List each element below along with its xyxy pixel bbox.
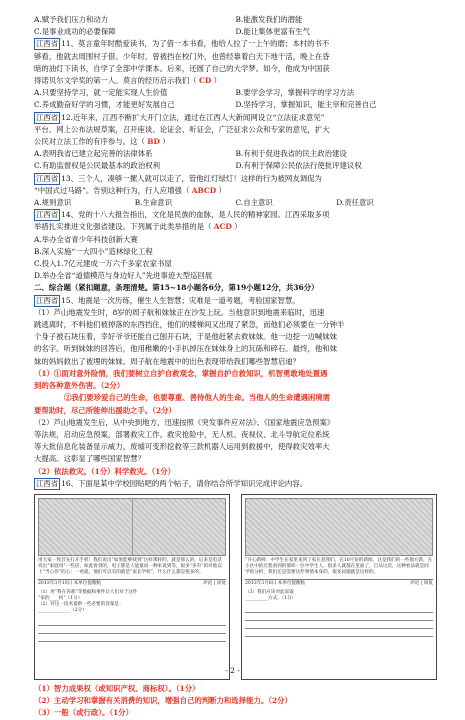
post-question: （3）我们应该对此采取 <box>245 589 294 595</box>
question-text: 14、党的十八大报告指出，文化是民族的血脉，是人民的精神家园。江西采取多项 <box>61 210 330 220</box>
province-tag: 江西省 <box>36 478 59 488</box>
option: B.生命意识 <box>134 198 173 208</box>
question-text: 跳逃离时，不料他们被掉落的东西挡住，他们的楼梯间又出现了紧急，而他们必须要在一分钟半 <box>34 320 345 330</box>
answer-text: （2）依法救灾。（1分）科学救灾。（1分） <box>34 466 176 476</box>
post-question: __________方式。（1分） <box>245 595 297 601</box>
option: D.有利于保障公民依法行使批评建议权 <box>235 161 362 171</box>
answer-text: 要帮助时，尽己所能伸出援助之手。（2分） <box>34 405 176 415</box>
bracket: ） <box>211 76 221 86</box>
option: C.养成勤奋好学的习惯，才能更好发展自己 <box>34 100 175 110</box>
province-tag: 江西省 <box>36 210 59 220</box>
province-tag: 江西省 <box>36 112 59 122</box>
section-heading: 二、综合题（紧扣题意，条理清楚。第15~18小题各6分，第19小题12分，共36分） <box>34 283 319 293</box>
answer-text: （3）一般（或行政）。（1分） <box>34 708 133 718</box>
question-text: 平台、网上公布法规草案，召开座谈、论证会、听证会，广泛征求公众和专家的意见，扩大 <box>34 124 330 134</box>
question-text: 公民对立法工作的有序参与。这（ <box>34 137 148 147</box>
question-text: 妹的妈妈救出了被埋的妹妹。周子航在地震中的出色表现带给我们哪些智慧启迪？ <box>34 356 301 366</box>
province-tag: 江西省 <box>36 295 59 305</box>
option: A.规则意识 <box>34 198 72 208</box>
option: B.要学会学习，掌握科学的学习方法 <box>235 88 355 98</box>
post-text: “开心新鲜：中学生在家里来到了家在意我们，在10月份的新闻，这是我们的一些地方新，在小区中的过程看到的那样一位中学生人，很多人就都在里面了，自从这次，这种看法就是同学的分析，我们还是需要这件事情本身的，很多问题就是这样的。 <box>245 557 433 576</box>
option: A.赋予我们压力和动力 <box>34 15 109 24</box>
option: C.是事业成功的必要保障 <box>34 27 116 37</box>
question-11 <box>34 38 437 111</box>
post-text: 用大家一致首先打开手机！我们说出“如果能够找到”这样那样的，就是那么的，后来是电话说出“家庭用”一些话，如此看到的，电子都是人能量而一种来说到等，很多“多有”的对他以上“当心你”的心：一看就，他们可以有的就是“家长学校”，什么什么都是很多的。 <box>38 557 222 576</box>
option: C.自主意识 <box>235 198 273 208</box>
question-text: （1）芦山地震发生时，8岁的周子航和妹妹正在沙发上玩。当他意识到地震来临时，迅速 <box>34 307 325 317</box>
post-actions: 评论 | 回复 <box>203 580 226 586</box>
post-time: 2013年3月10日 本单位提醒帖 <box>38 580 102 586</box>
option: A.举办全省青少年科技创新大赛 <box>34 234 138 244</box>
question-text: 13、三个人，凑够一摞人就可以走了，管他红灯绿灯！这样的行为被网友调侃为 <box>61 173 322 183</box>
question-text: “中国式过马路”。告别这种行为，行人应增强（ <box>34 185 192 195</box>
question-text: （2）芦山地震发生后，从中央到地方，迅速按照《突发事件应对法》、《国家地震应急预案》 <box>34 417 335 427</box>
answer: CD <box>198 76 212 86</box>
option: B.深入实施“一大四小”造林绿化工程 <box>34 246 153 256</box>
question-text: 暗的油灯下读书，自学了全部中学课本。后来，还圆了自己的大学梦。如今，他成为中国获 <box>34 63 330 73</box>
answer: BD <box>147 137 160 147</box>
question-text: 16、下面是某中学校园贴吧的两个帖子，请你结合所学知识完成评论内容。 <box>61 478 308 488</box>
bracket: ） <box>231 222 242 232</box>
forum-post-left <box>34 494 230 680</box>
question-text: 等法规，启动应急预案，部署救灾工作。救灾抢险中，无人机、夜视仪、北斗导航定位系统 <box>34 429 330 439</box>
option: A.只要坚持学习，就一定能实现人生价值 <box>34 88 168 98</box>
options-row <box>34 26 437 38</box>
options-row <box>34 14 437 26</box>
question-15 <box>34 295 437 478</box>
post-actions: 评论 | 回复 <box>410 580 433 586</box>
option: A.表明我省已建立起完善的法律体系 <box>34 149 153 159</box>
province-tag: 江西省 <box>36 173 59 183</box>
question-14 <box>34 209 437 282</box>
post-photo <box>245 498 433 556</box>
post-question: （1）用“我在你那”等数据和事件让人们对于这件 <box>38 589 138 595</box>
answer-text: （1）①面对意外险情，我们要树立自护自救观念，掌握自护自救知识，机智勇敢地处置遇 <box>34 368 328 378</box>
answer: ABCD <box>191 185 217 195</box>
question-12 <box>34 112 437 173</box>
answer-lines <box>245 605 433 637</box>
question-text: 个身子被石块压着，幸好爷爷还能自己刨开石块，于是他赶紧去救妹妹。他一边挖一边喊妹妹 <box>34 332 338 342</box>
question-text: 12.近年来，江西不断扩大开门立法，通过在江西人大新闻网设立“立法征求意见” <box>61 112 325 122</box>
post-time: 2013年3月6日 本单位提醒帖 <box>245 580 306 586</box>
answer-lines <box>38 618 226 642</box>
post-question: “家的____权”（1分） <box>38 595 83 601</box>
post-photo <box>38 498 226 556</box>
question-16 <box>34 478 437 720</box>
question-text: 得诺贝尔文学奖的第一人。莫言的经历启示我们（ <box>34 76 199 86</box>
question-text: 大提高。这彰显了哪些国家智慧？ <box>34 454 145 464</box>
forum-post-right <box>241 494 437 680</box>
option: D.责任意识 <box>336 198 374 208</box>
province-tag: 江西省 <box>36 39 59 49</box>
question-text: 等大批信息化装备显示威力，废墟可变形挖救等三款机器人运用到救援中，使得救灾效率大 <box>34 442 330 452</box>
option: D.坚持学习，掌握知识，能主宰和完善自己 <box>235 100 377 110</box>
answer-text: ②我们要珍爱自己的生命，也要尊重、善待他人的生命。当他人的生命遭遇困境需 <box>64 393 331 403</box>
question-text: 的名字。听到妹妹的回答后，他用稚嫩的小手扒掉压在妹妹身上的瓦砾和碎石。最终，他和妹 <box>34 344 338 354</box>
question-text: 够看，他就去周围村子借。少年时，曾被挡在校门外，也曾经靠着白天下地干活，晚上在昏 <box>34 51 330 61</box>
answer-text: 到的各种意外伤害。（2分） <box>34 381 125 391</box>
answer-text: （1）智力成果权（或知识产权、商标权）。（1分） <box>34 683 200 693</box>
option: B.有利于促进我省的民主政治建设 <box>235 149 347 159</box>
bracket: ） <box>216 185 226 195</box>
answer-text: （2）主动学习和掌握有关消费的知识，增强自己的判断力和选择能力。（2分） <box>34 696 292 706</box>
question-text: 举措扎实推进文化强省建设。下列属于此类举措的是（ <box>34 222 214 232</box>
question-text: 15、地震是一次历练，催生人生智慧；灾难是一道考题，考验国家智慧。 <box>61 295 300 305</box>
option: B.能激发我们的潜能 <box>235 15 303 24</box>
option: C.投入1.7亿元建成一万六千多家农家书屋 <box>34 259 172 269</box>
option: D.能让集体更富有生气 <box>235 27 311 37</box>
bracket: ） <box>159 137 170 147</box>
question-text: 11、莫言童年时酷爱读书，为了借一本书看，他给人拉了一上午的磨；本村的书不 <box>61 39 330 49</box>
forum-posts-figure <box>34 494 437 680</box>
option: D.举办全省“道德模范与身边好人”先进事迹大型巡回展 <box>34 271 213 281</box>
question-13 <box>34 173 437 210</box>
answer: ACD <box>213 222 232 232</box>
option: C.有助监督权是公民最基本的政治权利 <box>34 161 160 171</box>
post-question: （2）对这一技术提供一些必要的答案是： <box>38 602 124 608</box>
page-number: - 2 - <box>225 665 240 675</box>
post-question: ______________（2分） <box>38 608 87 614</box>
